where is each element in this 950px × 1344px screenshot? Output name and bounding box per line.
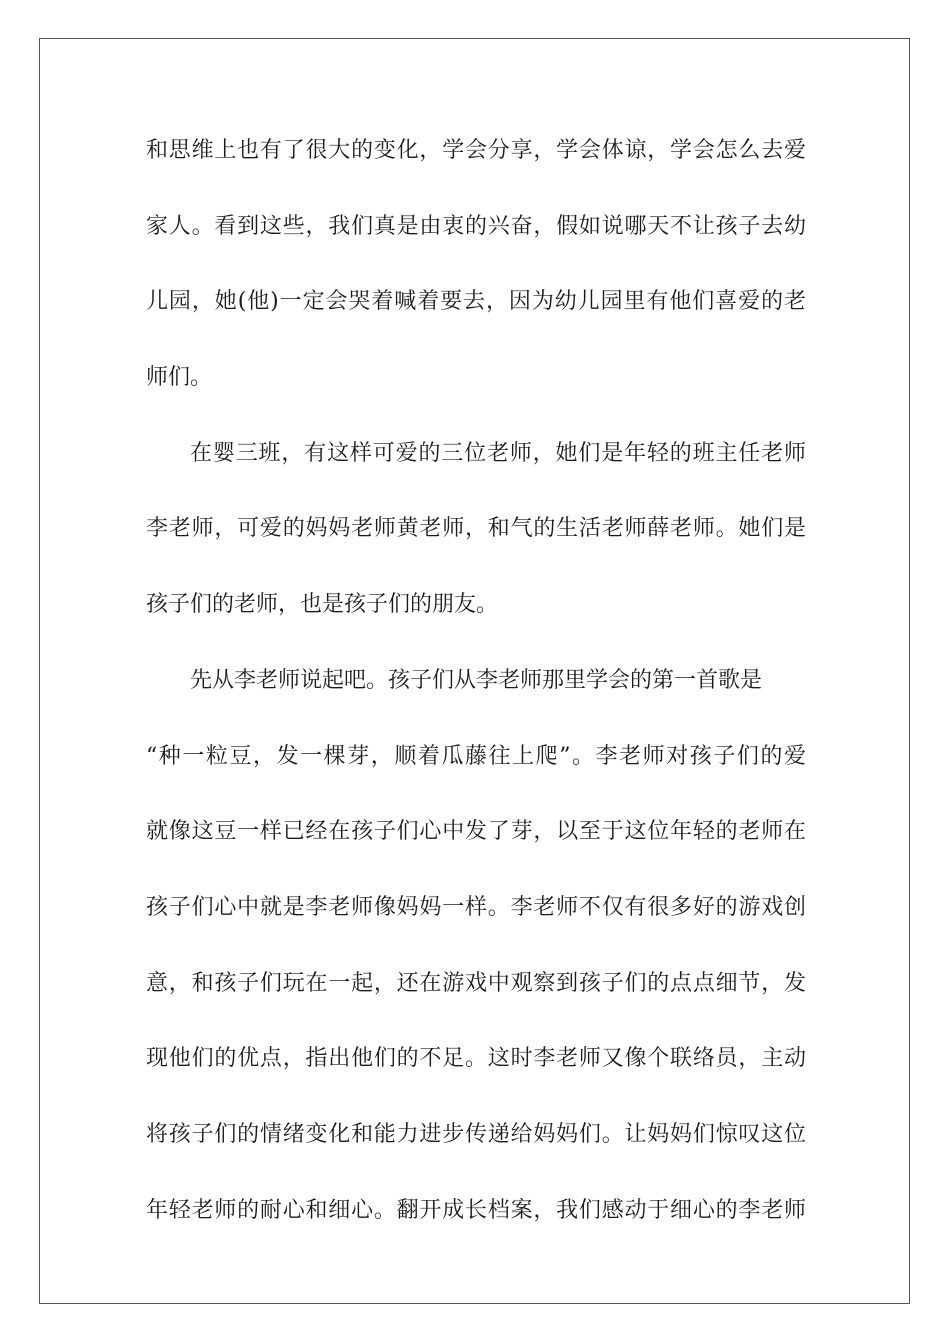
text-line: 孩子们的老师，也是孩子们的朋友。 — [146, 592, 499, 618]
document-body — [146, 128, 806, 1263]
text-line: 李老师，可爱的妈妈老师黄老师，和气的生活老师薛老师。她们是 — [146, 516, 806, 542]
paragraph-first-line: 先从李老师说起吧。孩子们从李老师那里学会的第一首歌是 — [190, 667, 763, 693]
text-line: 孩子们心中就是李老师像妈妈一样。李老师不仅有很多好的游戏创 — [146, 894, 806, 920]
paragraph-first-line: 在婴三班，有这样可爱的三位老师，她们是年轻的班主任老师 — [190, 440, 806, 466]
text-line: 师们。 — [146, 365, 213, 391]
text-line: 家人。看到这些，我们真是由衷的兴奋，假如说哪天不让孩子去幼 — [146, 213, 806, 239]
text-line: 意，和孩子们玩在一起，还在游戏中观察到孩子们的点点细节，发 — [146, 970, 806, 996]
text-line: 将孩子们的情绪变化和能力进步传递给妈妈们。让妈妈们惊叹这位 — [146, 1121, 806, 1147]
text-line: 儿园，她(他)一定会哭着喊着要去，因为幼儿园里有他们喜爱的老 — [146, 289, 806, 315]
text-line: 现他们的优点，指出他们的不足。这时李老师又像个联络员，主动 — [146, 1046, 806, 1072]
text-line: 年轻老师的耐心和细心。翻开成长档案，我们感动于细心的李老师 — [146, 1197, 806, 1223]
text-line: “种一粒豆，发一棵芽，顺着瓜藤往上爬”。李老师对孩子们的爱 — [146, 743, 806, 769]
text-line: 就像这豆一样已经在孩子们心中发了芽，以至于这位年轻的老师在 — [146, 819, 806, 845]
text-line: 和思维上也有了很大的变化，学会分享，学会体谅，学会怎么去爱 — [146, 138, 806, 163]
